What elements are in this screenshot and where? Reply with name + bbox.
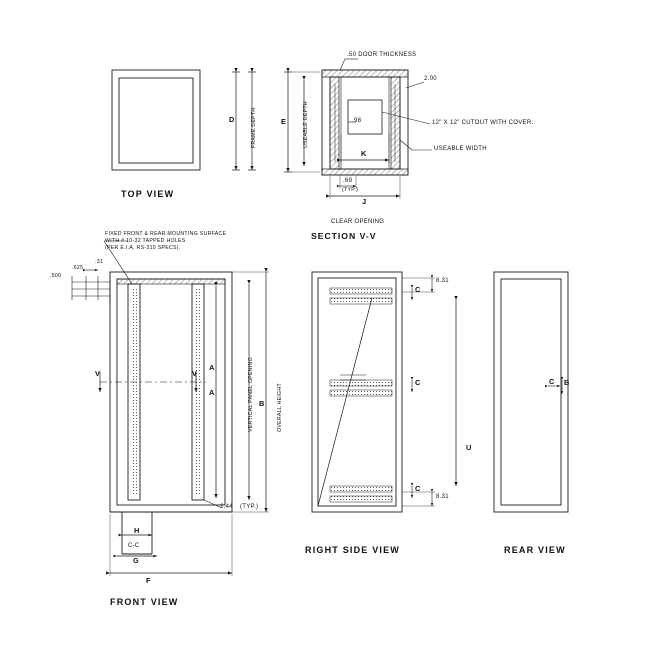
useable-width-label: USEABLE WIDTH xyxy=(434,146,487,152)
dim-31-label: .31 xyxy=(95,259,104,265)
rear-dim-b-label: B xyxy=(564,378,570,387)
rear-dim-c-label: C xyxy=(549,377,555,386)
section-cut-line xyxy=(100,369,206,392)
mounting-note-line1: FIXED FRONT & REAR MOUNTING SURFACE xyxy=(105,231,227,237)
rear-view-geometry xyxy=(494,272,568,512)
side-dim-831-bottom xyxy=(402,492,435,506)
front-section-arrow-left-label: V xyxy=(95,369,101,378)
front-dim-g-label: G xyxy=(133,556,140,565)
dim-500-label: .500 xyxy=(50,273,62,279)
front-dim-a-lower-label: A xyxy=(209,388,215,397)
dim-625-label: .625 xyxy=(72,265,84,271)
top-view-title: TOP VIEW xyxy=(121,189,175,199)
useable-width-leader xyxy=(400,140,432,150)
dim-200-label: 2.00 xyxy=(424,76,437,82)
section-view-title: SECTION V-V xyxy=(311,231,377,241)
front-section-arrow-right-label: V xyxy=(192,369,198,378)
right-side-view-geometry xyxy=(312,272,402,512)
side-dim-u-label: U xyxy=(466,443,472,452)
section-dim-k-label: K xyxy=(361,149,367,158)
top-view-dim-d-label: D xyxy=(229,115,235,124)
door-thickness-label: .50 DOOR THICKNESS xyxy=(347,52,417,58)
side-dim-831-bottom-label: 8.31 xyxy=(436,494,449,500)
dim-244-label: 2.44 xyxy=(220,504,233,510)
overall-height-label: OVERALL HEIGHT xyxy=(277,383,283,432)
useable-depth-label: USEABLE DEPTH xyxy=(303,101,309,148)
front-dim-a-upper-label: A xyxy=(209,363,215,372)
door-thickness-leader xyxy=(340,59,358,70)
mounting-note-line3: (PER E.I.A. RS-310 SPECS). xyxy=(105,245,181,251)
section-dim-e-label: E xyxy=(281,117,287,126)
top-view-geometry xyxy=(112,70,200,170)
front-cc-label: C-C xyxy=(128,543,140,549)
section-dim-j xyxy=(330,176,400,199)
front-dim-h-label: H xyxy=(134,526,140,535)
side-dim-c-top-label: C xyxy=(415,285,421,294)
right-side-view-title: RIGHT SIDE VIEW xyxy=(305,545,401,555)
mounting-note-line2: WITH # 10-32 TAPPED HOLES xyxy=(105,238,186,244)
rear-view-title: REAR VIEW xyxy=(504,545,566,555)
clear-opening-label: CLEAR OPENING xyxy=(331,219,385,225)
side-dim-c-bottom-label: C xyxy=(415,484,421,493)
side-dim-c-mid-label: C xyxy=(415,378,421,387)
front-dim-b-label: B xyxy=(259,399,265,408)
front-small-dims xyxy=(72,270,110,300)
cutout-note-label: 12" X 12" CUTOUT WITH COVER. xyxy=(432,120,534,126)
front-dim-f-label: F xyxy=(146,576,151,585)
front-view-title: FRONT VIEW xyxy=(110,597,179,607)
typ-069-label: (TYP.) xyxy=(342,187,359,193)
section-dim-j-label: J xyxy=(362,197,367,206)
dim-069-label: .69 xyxy=(343,178,353,184)
typ-244-label: (TYP.) xyxy=(240,504,259,510)
dim-200-leader xyxy=(406,82,424,88)
frame-depth-label: FRAME DEPTH xyxy=(251,107,257,148)
side-dim-831-top-label: 8.31 xyxy=(436,278,449,284)
front-view-geometry xyxy=(110,272,232,554)
section-dim-e xyxy=(284,72,320,172)
section-view-geometry xyxy=(322,70,408,175)
vertical-panel-opening-label: VERTICAL PANEL OPENING xyxy=(248,357,254,432)
dim-098-label: .98 xyxy=(352,118,362,124)
